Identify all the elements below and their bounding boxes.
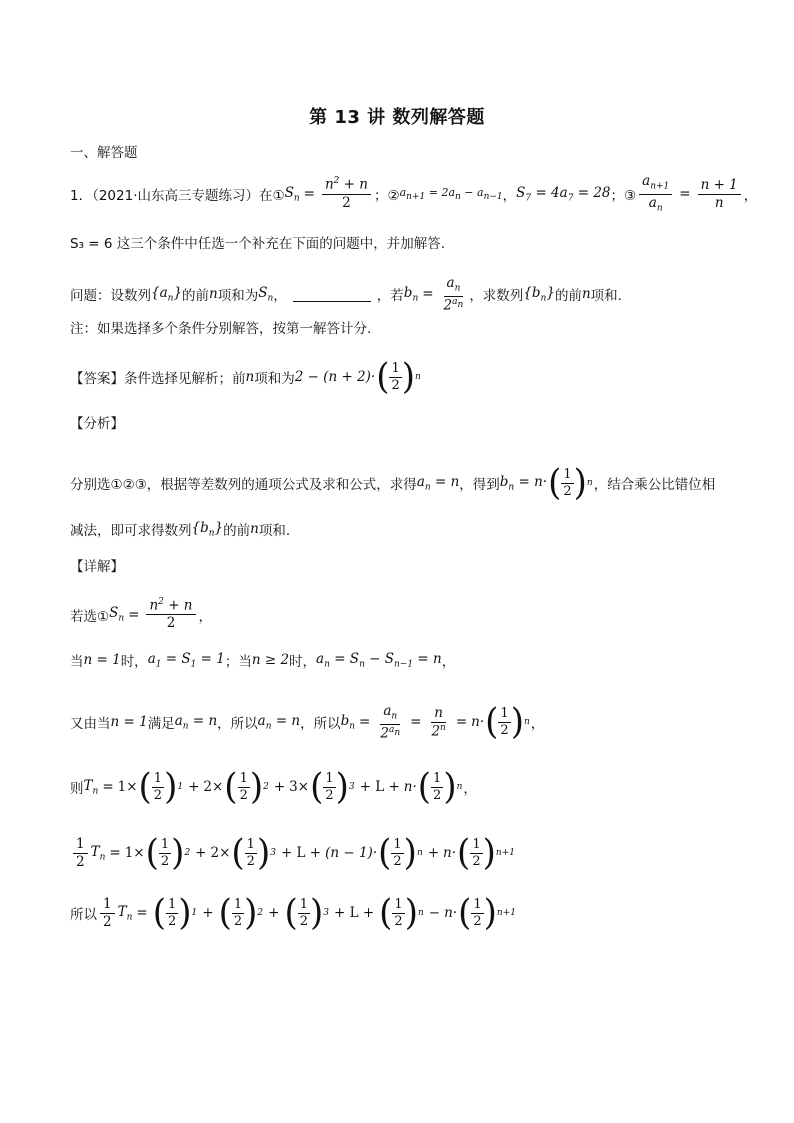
page-title: 第 13 讲 数列解答题 (309, 107, 485, 128)
question-1-problem: 问题：设数列 $\{a_n\}$ 的前 n 项和为 $S_n$ ， ，若 $b_n$ = $\frac{a_n}{2^{a_n}}$ ，求数列 $\{b_n\}$ 的前 n 项和. (70, 275, 622, 314)
detail-line-6: 所以 $\frac{1}{2}$ $T_n$ = ( 1 2 ) 1 + ( 1 2 ) 2 + ( 1 2 ) 3 + L + ( 1 2 ) n − n· ( 1 2 ) n+1 (70, 892, 516, 934)
question-1-line-2: S₃ = 6 这三个条件中任选一个补充在下面的问题中，并加解答. (70, 236, 446, 252)
detail-line-3: 又由当 n = 1 满足 $a_n = n$ ，所以 $a_n = n$ ，所以 $b_n$ = $\frac{a_n}{2^{a_n}}$ = $\frac{n}{2^n}$ = n· ( 1 2 ) n ， (70, 701, 545, 744)
detail-line-2: 当 n = 1 时， $a_1 = S_1 = 1$ ；当 n ≥ 2 时， $a_n = S_n - S_{n-1} = n$ ， (70, 650, 456, 670)
detail-line-5: $\frac{1}{2}$ $T_n$ = 1× ( 1 2 ) 2 + 2× ( 1 2 ) 3 + L + (n − 1)· ( 1 2 ) n + n· ( 1 2 ) n+1 (70, 836, 516, 870)
question-1-note: 注：如果选择多个条件分别解答，按第一解答计分. (70, 321, 372, 337)
detail-line-1: 若选① $S_n$ = $\frac{n^2 + n}{2}$ ， (70, 597, 212, 632)
detail-line-4: 则 $T_n$ = 1× ( 1 2 ) 1 + 2× ( 1 2 ) 2 + 3× ( 1 2 ) 3 + L + n· ( 1 2 ) n ， (70, 766, 477, 808)
question-1-line-1: 1．（2021·山东高三专题练习）在① $S_n$ = $\frac{n^2 + n}{2}$ ；② $a_{n+1} = 2a_n - a_{n-1}$ ， $S_7 = 4a_7 = 28$ ；③ $\frac{a_{n+1}}{a_n}$ = $\frac{n + 1}{n}$ ， (70, 173, 758, 214)
analysis-line-2: 减法，即可求得数列 $\{b_n\}$ 的前 n 项和. (70, 519, 291, 539)
analysis-line-1: 分别选①②③，根据等差数列的通项公式及求和公式，求得 $a_n = n$ ，得到 $b_n = n\cdot$ ( 1 2 ) n ，结合乘公比错位相 (70, 462, 716, 504)
analysis-label: 【分析】 (70, 416, 124, 432)
detail-label: 【详解】 (70, 559, 124, 575)
answer-blank[interactable] (293, 287, 371, 302)
section-heading: 一、解答题 (70, 145, 138, 161)
answer-line: 【答案】条件选择见解析；前 n 项和为 2 − (n + 2)· ( 1 2 ) n (70, 356, 421, 398)
